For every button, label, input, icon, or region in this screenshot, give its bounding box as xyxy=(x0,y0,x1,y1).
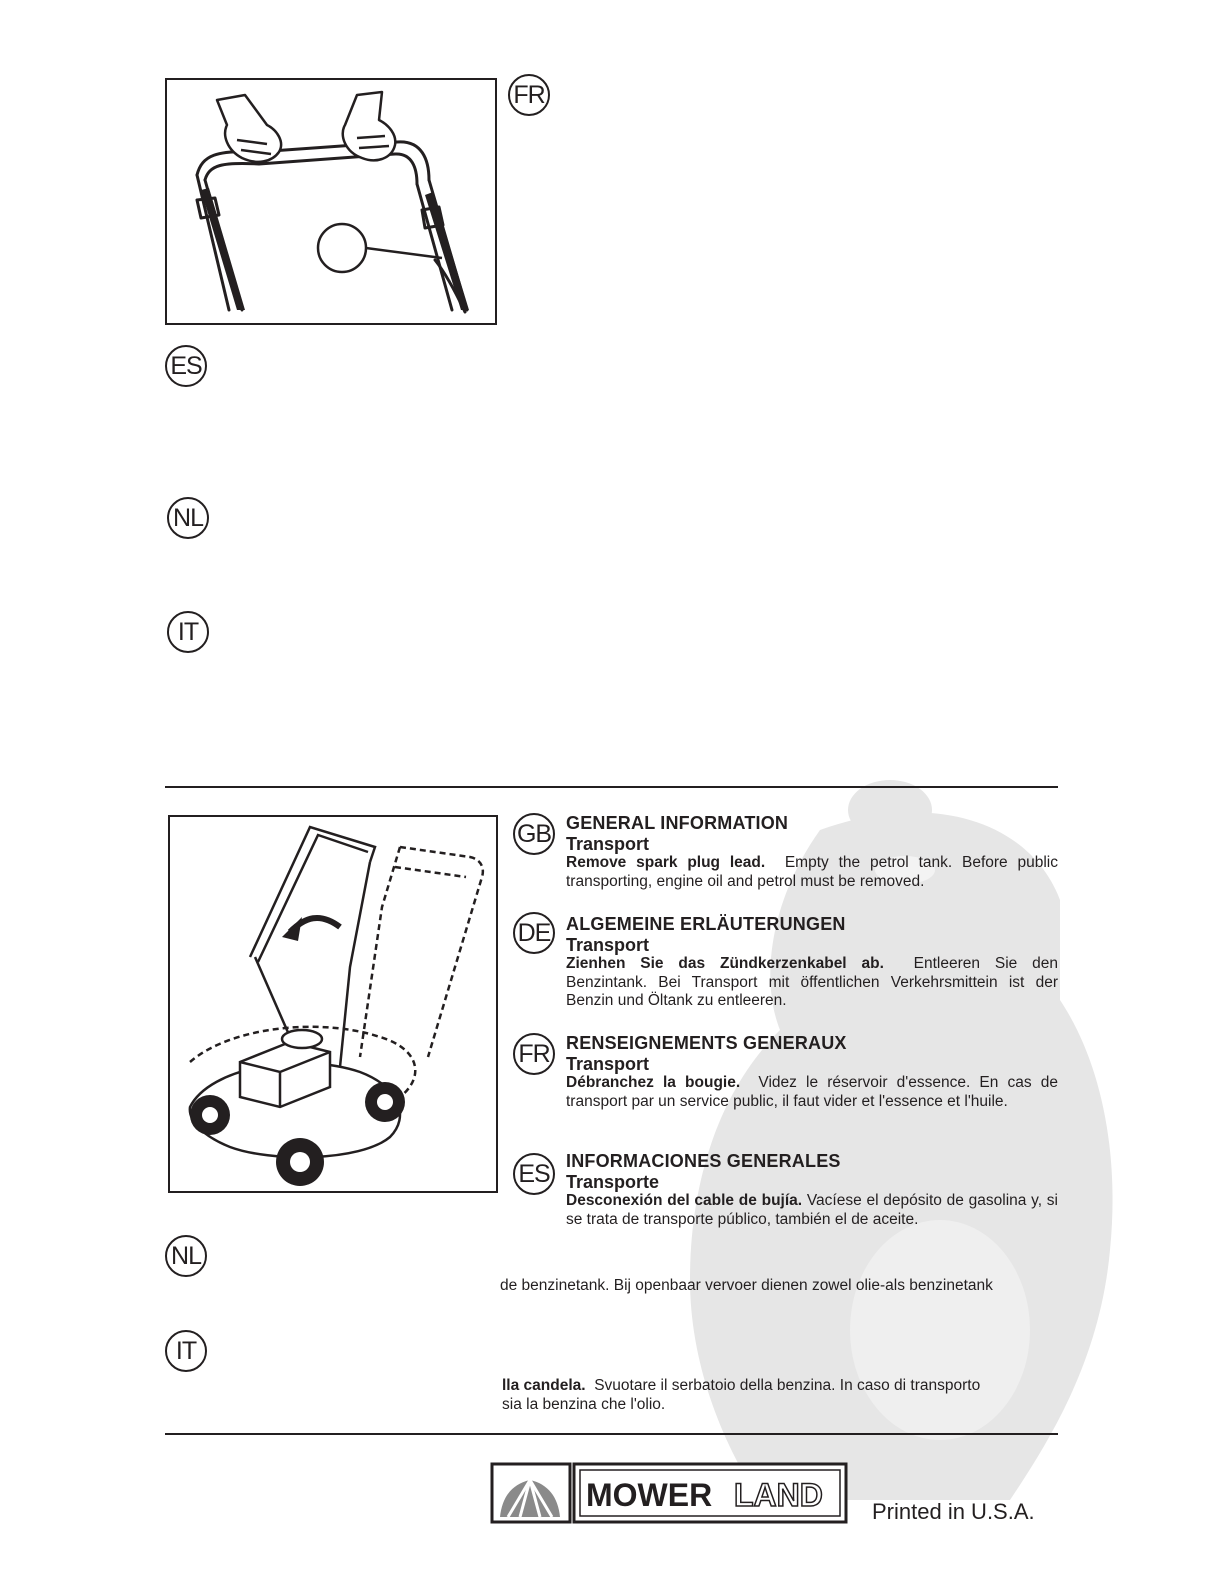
body-gb: Empty the petrol tank. Before public transporting, engine oil and petrol must be removed. xyxy=(566,854,1058,890)
section-subtitle-de: Transport xyxy=(566,935,650,955)
section-body-fr xyxy=(566,1074,1058,1111)
it-fragment-lead: lla candela. xyxy=(502,1377,586,1394)
lang-badge-fr-top: FR xyxy=(508,74,550,116)
lang-badge-gb: GB xyxy=(513,813,555,855)
brand-logo xyxy=(490,1462,850,1529)
divider-rule-top xyxy=(165,786,1058,788)
section-de xyxy=(566,914,1058,1011)
lang-badge-es-top: ES xyxy=(165,345,207,387)
lead-es: Desconexión del cable de bujía. xyxy=(566,1192,803,1209)
lang-badge-fr: FR xyxy=(513,1033,555,1075)
lead-de: Zienhen Sie das Zündkerzenkabel ab. xyxy=(566,955,884,972)
section-fr xyxy=(566,1033,1058,1111)
lang-badge-nl-bottom: NL xyxy=(165,1235,207,1277)
lead-gb: Remove spark plug lead. xyxy=(566,854,766,871)
it-fragment-line1 xyxy=(502,1377,980,1396)
lang-badge-de: DE xyxy=(513,912,555,954)
section-es xyxy=(566,1151,1058,1229)
section-subtitle-gb: Transport xyxy=(566,834,650,854)
brand-word-mower: MOWER xyxy=(586,1477,713,1513)
lead-fr: Débranchez la bougie. xyxy=(566,1074,741,1091)
body-es: Vacíese el depósito de gasolina y, si se trata de transporte público, también el de aceite. xyxy=(566,1192,1058,1228)
lang-badge-it-top: IT xyxy=(167,611,209,653)
nl-fragment-line: de benzinetank. Bij openbaar vervoer dienen zowel olie-als benzinetank xyxy=(500,1277,993,1294)
section-body-de xyxy=(566,955,1058,1011)
body-de: Entleeren Sie den Benzintank. Bei Transport mit öffentlichen Verkehrsmittein ist der Benzin und Öltank zu entleeren. xyxy=(566,955,1058,1009)
section-title-gb: GENERAL INFORMATION xyxy=(566,813,789,833)
mower-illustration xyxy=(170,817,498,1193)
section-body-es xyxy=(566,1192,1058,1229)
section-body-gb xyxy=(566,854,1058,891)
handle-illustration xyxy=(167,80,497,325)
figure-mower-fold xyxy=(168,815,498,1193)
section-title-fr: RENSEIGNEMENTS GENERAUX xyxy=(566,1033,847,1053)
section-title-es: INFORMACIONES GENERALES xyxy=(566,1151,841,1171)
it-fragment-line2: sia la benzina che l'olio. xyxy=(502,1396,666,1413)
figure-handle-hands xyxy=(165,78,497,325)
section-subtitle-fr: Transport xyxy=(566,1054,650,1074)
brand-logo-graphic xyxy=(490,1462,850,1524)
printed-in-usa: Printed in U.S.A. xyxy=(872,1499,1035,1524)
lang-badge-it-bottom: IT xyxy=(165,1330,207,1372)
body-fr: Videz le réservoir d'essence. En cas de transport par un service public, il faut vider et l'essence et l'huile. xyxy=(566,1074,1058,1110)
section-subtitle-es: Transporte xyxy=(566,1172,660,1192)
divider-rule-bottom xyxy=(165,1433,1058,1435)
section-gb xyxy=(566,813,1058,891)
section-title-de: ALGEMEINE ERLÄUTERUNGEN xyxy=(566,914,846,934)
lang-badge-nl-top: NL xyxy=(167,497,209,539)
brand-word-land: LAND xyxy=(734,1477,823,1513)
lang-badge-es: ES xyxy=(513,1153,555,1195)
it-fragment-rest: Svuotare il serbatoio della benzina. In caso di transporto xyxy=(594,1377,981,1394)
